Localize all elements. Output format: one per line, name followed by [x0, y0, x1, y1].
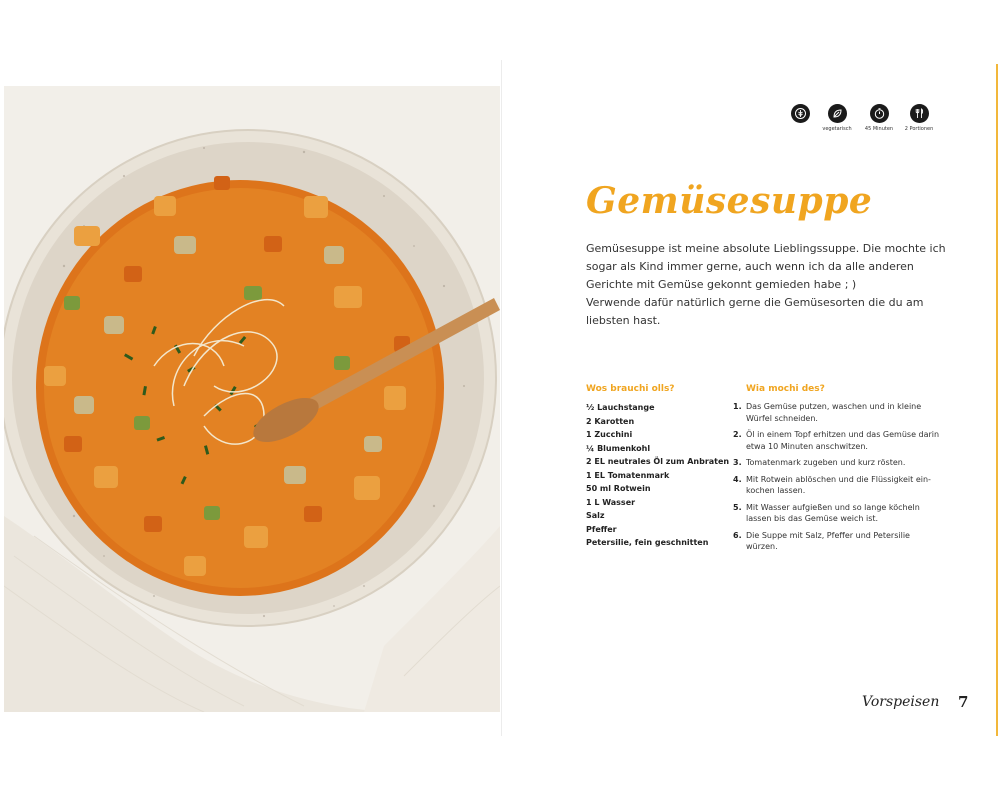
info-item-wheat-free [780, 104, 820, 126]
page-number: 7 [958, 693, 969, 711]
step-item [733, 457, 943, 469]
wheat-free-icon [791, 104, 810, 123]
ingredient-item: 1 L Wasser [586, 497, 636, 507]
step-number: 5. [733, 502, 742, 512]
ingredient-item: 2 Karotten [586, 416, 635, 426]
step-item [733, 429, 943, 452]
ingredient-item: Salz [586, 511, 605, 520]
ingredient-item: Petersilie, fein geschnitten [586, 538, 709, 547]
recipe-title: Gemüsesuppe [586, 180, 873, 222]
step-item [733, 401, 943, 424]
soup-photo [4, 86, 500, 712]
intro-paragraph: Gemüsesuppe ist meine absolute Lieblingssuppe. Die mochte ich sogar als Kind immer gerne, auch wenn ich da alle anderen Gerichte mit Gemüse gekonnt gemieden habe ; ) [586, 242, 946, 291]
ingredient-item: 1 EL Tomatenmark [586, 470, 670, 480]
info-item-vegetarian [817, 104, 857, 132]
cutlery-icon [910, 104, 929, 123]
step-item [733, 502, 943, 525]
step-text: Die Suppe mit Salz, Pfeffer und Petersilie würzen. [746, 530, 910, 551]
step-text: Mit Wasser aufgießen und so lange köcheln lassen bis das Gemüse weich ist. [746, 502, 920, 523]
step-number: 2. [733, 430, 742, 439]
leaf-icon [828, 104, 847, 123]
chapter-name: Vorspeisen [862, 694, 940, 710]
step-number: 1. [733, 402, 742, 411]
ingredient-item: 1 Zucchini [586, 430, 633, 439]
step-number: 3. [733, 458, 742, 467]
step-text: Tomatenmark zugeben und kurz rösten. [746, 458, 906, 467]
step-text: Mit Rotwein ablöschen und die Flüssigkeit ein-kochen lassen. [746, 474, 931, 495]
recipe-intro [586, 240, 946, 330]
info-item-servings [899, 104, 939, 132]
step-text: Das Gemüse putzen, waschen und in kleine Würfel schneiden. [746, 402, 922, 423]
ingredient-item: 50 ml Rotwein [586, 484, 651, 493]
step-text: Öl in einem Topf erhitzen und das Gemüse darin etwa 10 Minuten anschwitzen. [746, 430, 940, 451]
step-item [733, 474, 943, 497]
info-item-time [859, 104, 899, 132]
ingredient-item: Pfeffer [586, 524, 617, 534]
page-edge-accent [996, 64, 998, 736]
info-caption: 2 Portionen [904, 126, 934, 132]
stopwatch-icon [870, 104, 889, 123]
step-item [733, 530, 943, 553]
page-gutter [501, 60, 502, 736]
steps-list [733, 401, 943, 558]
ingredient-item: ¼ Blumenkohl [586, 443, 651, 453]
info-caption: vegetarisch [822, 126, 852, 132]
step-number: 4. [733, 474, 742, 484]
steps-heading: Wia mochi des? [746, 384, 825, 394]
ingredient-item: 2 EL neutrales Öl zum Anbraten [586, 457, 730, 466]
ingredient-item: ½ Lauchstange [586, 403, 655, 412]
intro-paragraph: Verwende dafür natürlich gerne die Gemüsesorten die du am liebsten hast. [586, 296, 924, 327]
ingredients-list [586, 401, 729, 550]
ingredients-heading: Wos brauchi olls? [586, 384, 675, 394]
recipe-info-icons [780, 104, 940, 136]
info-caption: 45 Minuten [864, 126, 894, 132]
step-number: 6. [733, 530, 742, 540]
